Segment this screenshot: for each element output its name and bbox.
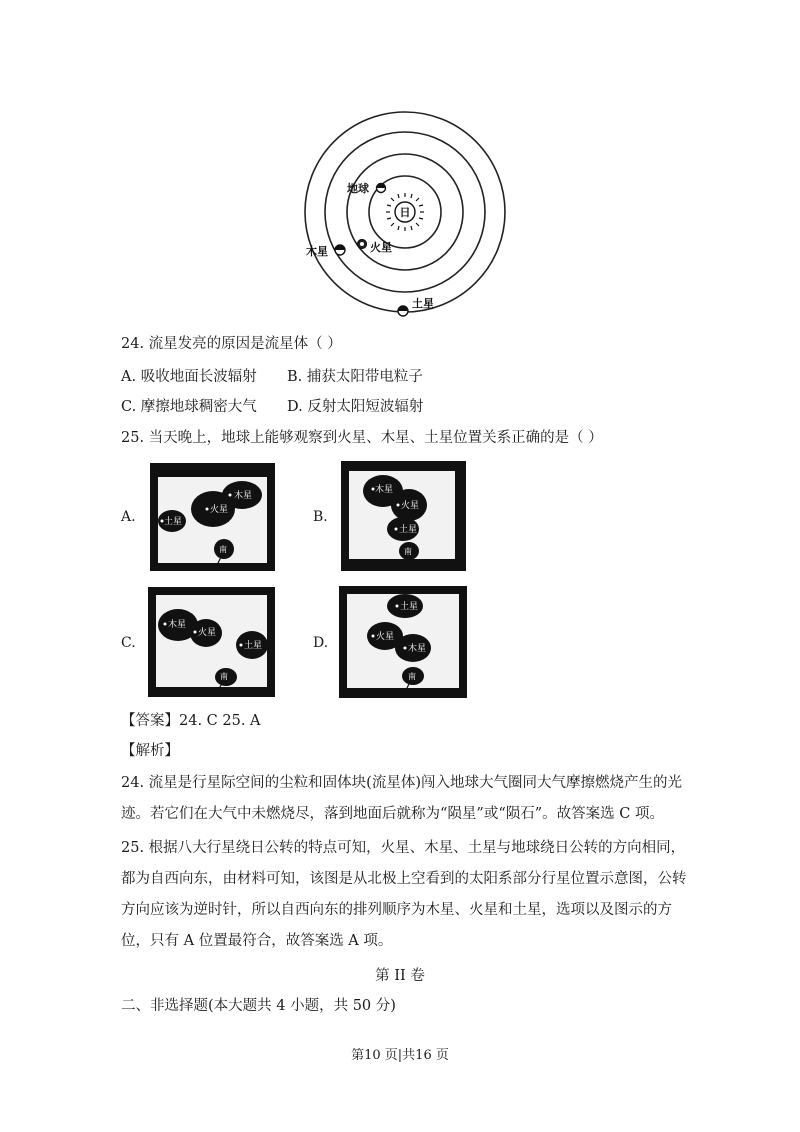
d-mars-label: 火星 [376, 632, 395, 642]
page-footer: 第10 页|共16 页 [351, 1048, 449, 1063]
b-south-label: 南 [404, 547, 412, 556]
section-subtitle: 二、非选择题(本大题共 4 小题，共 50 分) [121, 998, 396, 1014]
c-saturn-label: 土星 [244, 641, 263, 651]
solar-system-diagram [300, 100, 520, 325]
analysis-24-line2: 迹。若它们在大气中未燃烧尽，落到地面后就称为“陨星”或“陨石”。故答案选 C 项。 [121, 806, 664, 822]
b-jupiter-label: 木星 [375, 485, 394, 495]
d-saturn-label: 土星 [400, 602, 419, 612]
option-25-a-letter: A. [121, 509, 136, 525]
c-jupiter-label: 木星 [168, 620, 187, 630]
b-saturn-label: 土星 [399, 525, 418, 535]
option-24-c: C. 摩擦地球稠密大气 [121, 399, 257, 415]
c-mars-label: 火星 [198, 628, 217, 638]
d-south-label: 南 [408, 672, 416, 681]
a-saturn-label: 土星 [164, 517, 183, 527]
option-24-a: A. 吸收地面长波辐射 [121, 369, 257, 385]
option-25-b-map [341, 461, 466, 571]
jupiter-label: 木星 [306, 245, 328, 258]
option-25-c-map [148, 587, 275, 697]
option-24-b: B. 捕获太阳带电粒子 [287, 369, 423, 385]
analysis-heading: 【解析】 [121, 743, 179, 759]
option-25-a-map [150, 463, 275, 571]
d-jupiter-label: 木星 [408, 644, 427, 654]
question-24-stem: 24. 流星发亮的原因是流星体（ ） [121, 336, 342, 352]
a-jupiter-label: 木星 [234, 491, 253, 501]
sun-icon [386, 193, 424, 231]
option-25-c-letter: C. [121, 635, 136, 651]
sun-label: 日 [399, 206, 411, 219]
option-24-d: D. 反射太阳短波辐射 [287, 399, 424, 415]
analysis-25-line1: 25. 根据八大行星绕日公转的特点可知，火星、木星、土星与地球绕日公转的方向相同， [121, 840, 686, 856]
analysis-25-line3: 方向应该为逆时针，所以自西向东的排列顺序为木星、火星和土星，选项以及图示的方 [121, 902, 672, 918]
a-mars-label: 火星 [210, 505, 229, 515]
b-mars-label: 火星 [401, 501, 420, 511]
option-25-d-letter: D. [313, 635, 329, 651]
mars-label: 火星 [370, 241, 392, 254]
analysis-24-line1: 24. 流星是行星际空间的尘粒和固体块(流星体)闯入地球大气圈同大气摩擦燃烧产生的光 [121, 775, 682, 791]
section-title: 第 II 卷 [375, 968, 425, 984]
analysis-25-line2: 都为自西向东，由材料可知，该图是从北极上空看到的太阳系部分行星位置示意图，公转 [121, 871, 687, 887]
saturn-label: 土星 [412, 297, 434, 310]
analysis-25-line4: 位，只有 A 位置最符合，故答案选 A 项。 [121, 933, 393, 949]
answer-line: 【答案】24. C 25. A [121, 713, 261, 729]
option-25-b-letter: B. [313, 509, 328, 525]
earth-label: 地球 [347, 182, 369, 195]
c-south-label: 南 [220, 672, 228, 681]
question-25-stem: 25. 当天晚上，地球上能够观察到火星、木星、土星位置关系正确的是（ ） [121, 430, 603, 446]
a-south-label: 南 [219, 545, 227, 554]
option-25-d-map [339, 586, 467, 698]
